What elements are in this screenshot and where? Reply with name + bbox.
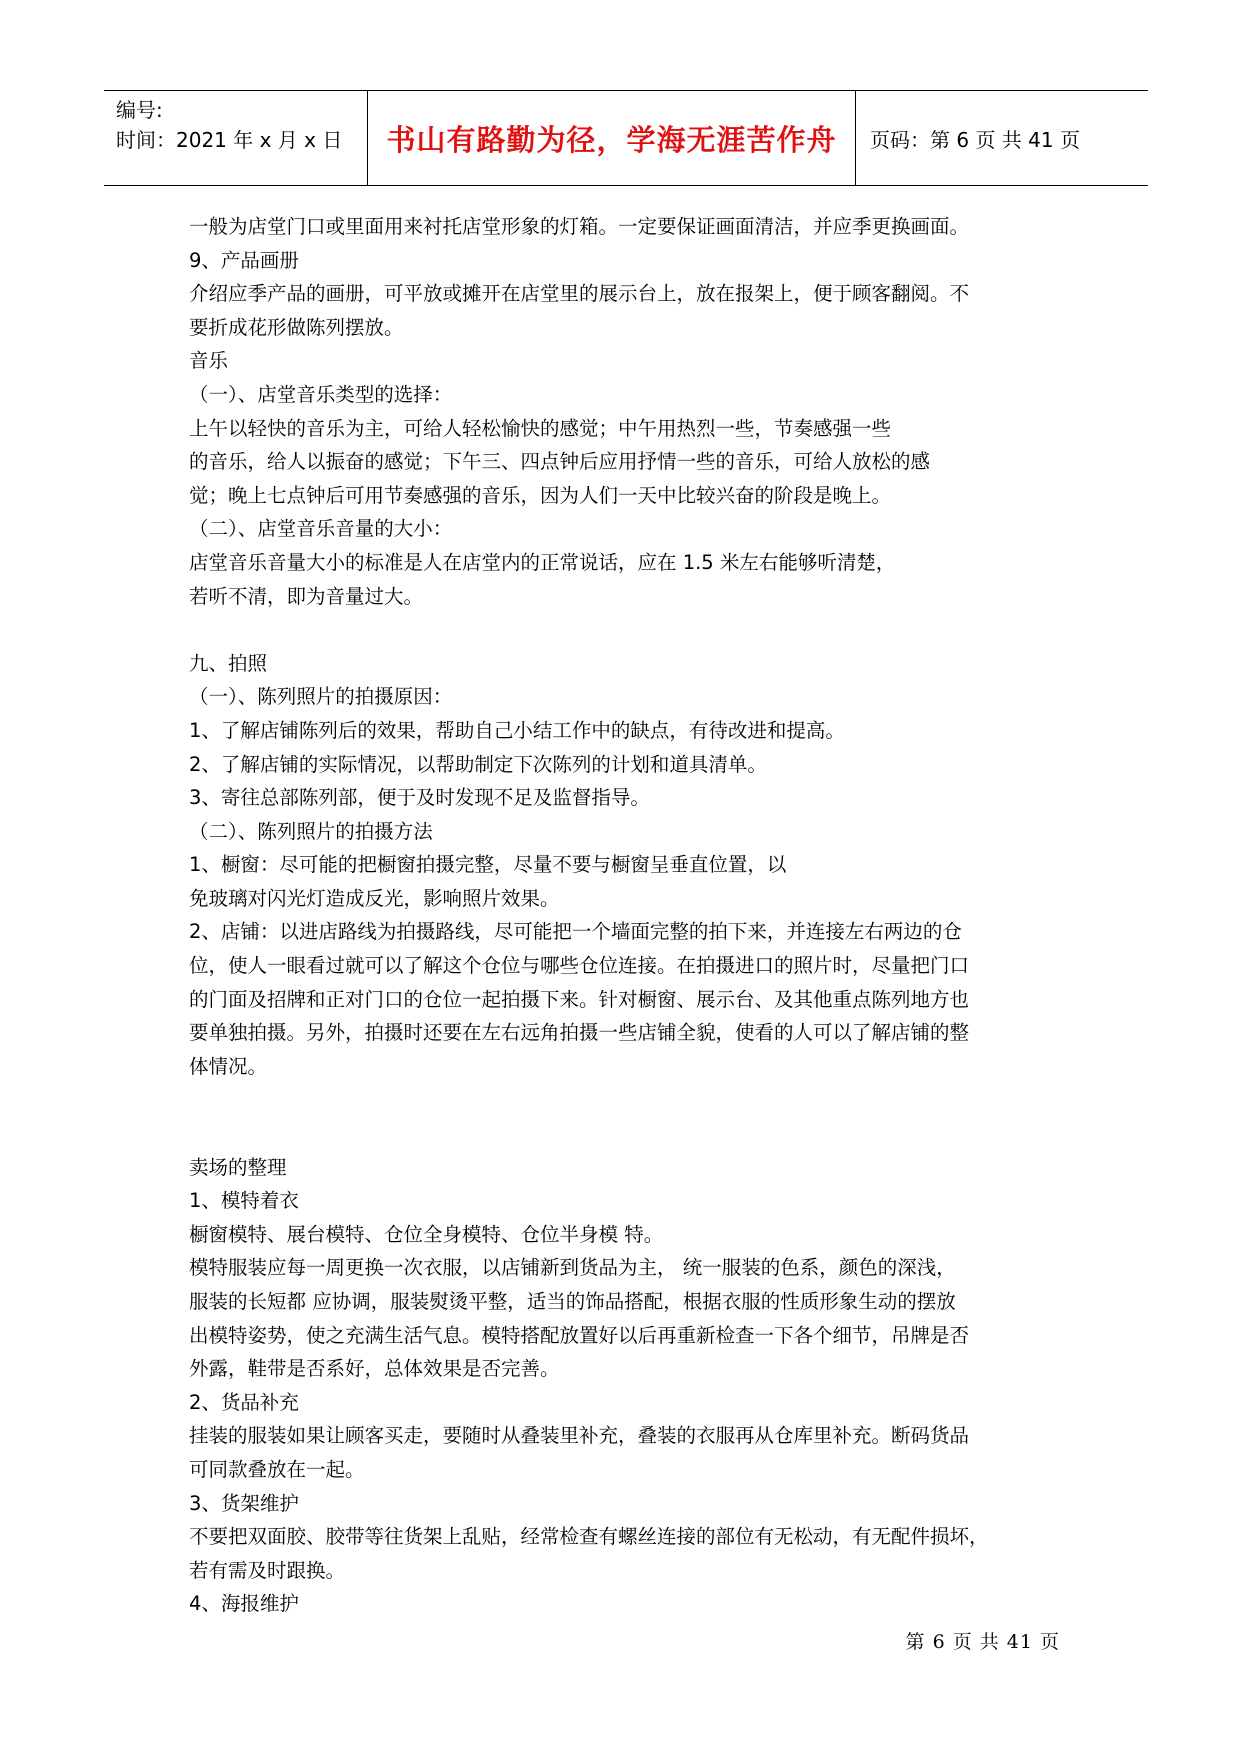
paragraph-line: 挂装的服装如果让顾客买走，要随时从叠装里补充，叠装的衣服再从仓库里补充。断码货品 bbox=[189, 1424, 970, 1448]
paragraph-line: 出模特姿势，使之充满生活气息。模特搭配放置好以后再重新检查一下各个细节，吊牌是否 bbox=[189, 1323, 970, 1347]
paragraph-line: （二）、陈列照片的拍摄方法 bbox=[189, 819, 433, 843]
paragraph-line: 音乐 bbox=[189, 349, 229, 373]
paragraph-line: 店堂音乐音量大小的标准是人在店堂内的正常说话，应在 1.5 米左右能够听清楚， bbox=[189, 550, 896, 574]
paragraph-line: 要单独拍摄。另外，拍摄时还要在左右远角拍摄一些店铺全貌，使看的人可以了解店铺的整 bbox=[189, 1021, 970, 1045]
paragraph-line: 免玻璃对闪光灯造成反光，影响照片效果。 bbox=[189, 886, 560, 910]
paragraph-line: 的门面及招牌和正对门口的仓位一起拍摄下来。针对橱窗、展示台、及其他重点陈列地方也 bbox=[189, 987, 970, 1011]
paragraph-line: 1、模特着衣 bbox=[189, 1189, 299, 1213]
paragraph-line: 觉；晚上七点钟后可用节奏感强的音乐，因为人们一天中比较兴奋的阶段是晚上。 bbox=[189, 483, 892, 507]
paragraph-line: 若听不清，即为音量过大。 bbox=[189, 584, 424, 608]
paragraph-line: 九、拍照 bbox=[189, 651, 268, 675]
blank-line bbox=[189, 613, 1069, 647]
paragraph-line: 橱窗模特、展台模特、仓位全身模特、仓位半身模 特。 bbox=[189, 1222, 664, 1246]
page-footer: 第 6 页 共 41 页 bbox=[905, 1631, 1060, 1653]
paragraph-line: 3、货架维护 bbox=[189, 1491, 299, 1515]
paragraph-line: 位，使人一眼看过就可以了解这个仓位与哪些仓位连接。在拍摄进口的照片时，尽量把门口 bbox=[189, 954, 970, 978]
paragraph-line: 要折成花形做陈列摆放。 bbox=[189, 315, 404, 339]
header-motto-cell bbox=[368, 91, 856, 185]
header-page-label: 页码：第 6 页 共 41 页 bbox=[870, 127, 1080, 152]
paragraph-line: （一）、陈列照片的拍摄原因： bbox=[189, 685, 453, 709]
paragraph-line: 4、海报维护 bbox=[189, 1592, 299, 1616]
paragraph-line: 若有需及时跟换。 bbox=[189, 1558, 346, 1582]
paragraph-line: 1、橱窗：尽可能的把橱窗拍摄完整，尽量不要与橱窗呈垂直位置，以 bbox=[189, 853, 787, 877]
paragraph-line: 1、了解店铺陈列后的效果，帮助自己小结工作中的缺点，有待改进和提高。 bbox=[189, 718, 845, 742]
paragraph-line: 一般为店堂门口或里面用来衬托店堂形象的灯箱。一定要保证画面清洁，并应季更换画面。 bbox=[189, 215, 970, 238]
paragraph-line: （二）、店堂音乐音量的大小： bbox=[189, 517, 453, 541]
document-number-label: 编号: bbox=[116, 98, 163, 122]
paragraph-line: 2、货品补充 bbox=[189, 1390, 299, 1414]
paragraph-line: 的音乐，给人以振奋的感觉；下午三、四点钟后应用抒情一些的音乐，可给人放松的感 bbox=[189, 450, 931, 474]
paragraph-line: 2、了解店铺的实际情况，以帮助制定下次陈列的计划和道具清单。 bbox=[189, 752, 767, 776]
document-body bbox=[189, 210, 1069, 1621]
paragraph-line: 介绍应季产品的画册，可平放或摊开在店堂里的展示台上，放在报架上，便于顾客翻阅。不 bbox=[189, 282, 970, 306]
blank-line bbox=[189, 1117, 1069, 1151]
paragraph-line: 上午以轻快的音乐为主，可给人轻松愉快的感觉；中午用热烈一些，节奏感强一些 bbox=[189, 416, 892, 440]
header-meta-cell bbox=[104, 91, 368, 185]
paragraph-line: 2、店铺：以进店路线为拍摄路线，尽可能把一个墙面完整的拍下来，并连接左右两边的仓 bbox=[189, 920, 962, 944]
paragraph-line: 服装的长短都 应协调，服装熨烫平整，适当的饰品搭配，根据衣服的性质形象生动的摆放 bbox=[189, 1290, 956, 1313]
header-motto: 书山有路勤为径，学海无涯苦作舟 bbox=[386, 122, 837, 157]
paragraph-line: （一）、店堂音乐类型的选择： bbox=[189, 382, 453, 406]
paragraph-line: 不要把双面胶、胶带等往货架上乱贴，经常检查有螺丝连接的部位有无松动，有无配件损坏， bbox=[189, 1525, 989, 1549]
paragraph-line: 3、寄往总部陈列部，便于及时发现不足及监督指导。 bbox=[189, 786, 650, 810]
blank-line bbox=[189, 1083, 1069, 1117]
paragraph-line: 卖场的整理 bbox=[189, 1155, 287, 1179]
paragraph-line: 9、产品画册 bbox=[189, 248, 299, 272]
paragraph-line: 外露，鞋带是否系好，总体效果是否完善。 bbox=[189, 1357, 560, 1381]
header-table bbox=[104, 90, 1148, 186]
paragraph-line: 体情况。 bbox=[189, 1054, 268, 1078]
paragraph-line: 可同款叠放在一起。 bbox=[189, 1457, 365, 1481]
paragraph-line: 模特服装应每一周更换一次衣服，以店铺新到货品为主， 统一服装的色系，颜色的深浅， bbox=[189, 1256, 956, 1280]
document-time-label: 时间：2021 年 x 月 x 日 bbox=[116, 128, 343, 152]
header-page-cell bbox=[856, 91, 1148, 185]
